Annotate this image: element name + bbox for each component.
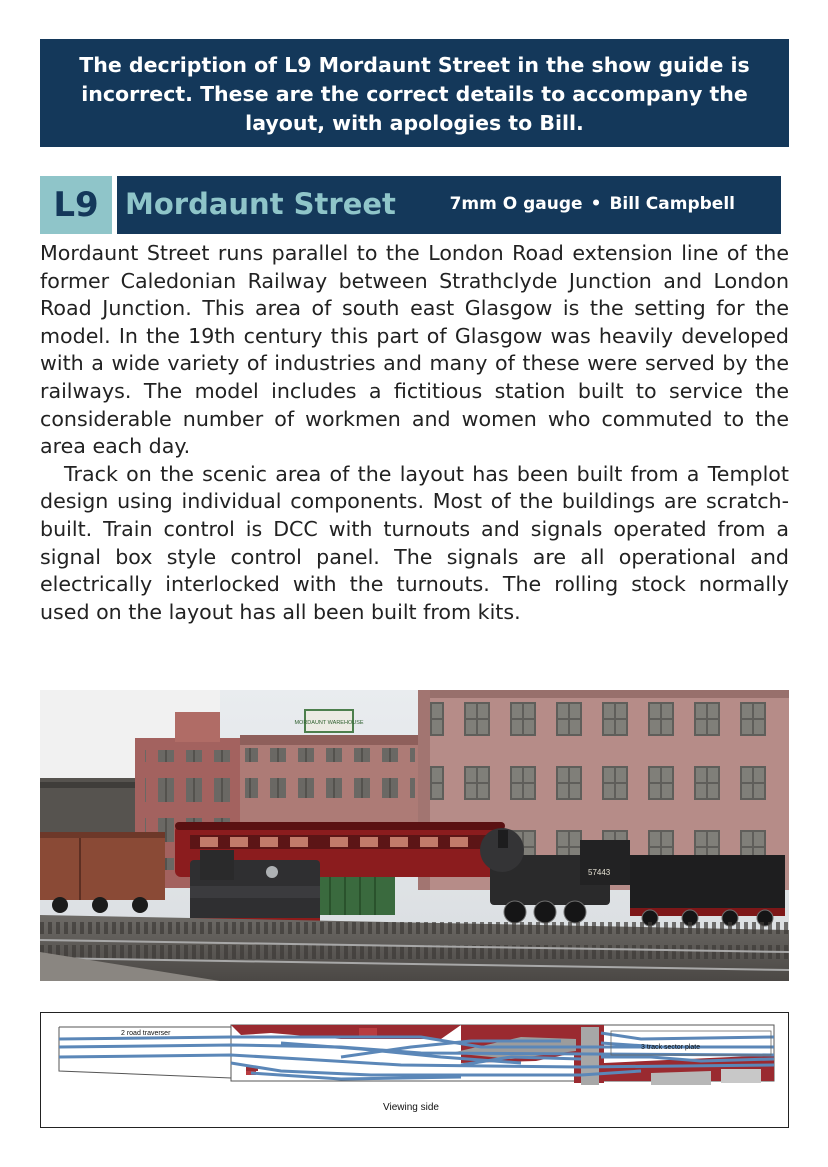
notice-text: The decription of L9 Mordaunt Street in the show guide is incorrect. These are the correct details to accompany the layout, with apologies to Bill. <box>79 53 750 135</box>
layout-title: Mordaunt Street <box>125 187 396 221</box>
layout-gauge: 7mm O gauge <box>449 194 583 214</box>
layout-description <box>40 240 789 626</box>
track-plan <box>40 1012 789 1128</box>
layout-code: L9 <box>53 185 99 225</box>
layout-photo-illustration <box>40 690 789 981</box>
traverser-label: 2 road traverser <box>121 1030 171 1037</box>
layout-builder: Bill Campbell <box>609 194 735 214</box>
viewing-side-label: Viewing side <box>383 1102 439 1113</box>
meta-separator: • <box>590 194 602 214</box>
warehouse-sign: MORDAUNT WAREHOUSE <box>294 720 364 726</box>
layout-code-badge <box>40 176 112 234</box>
layout-meta <box>450 176 735 232</box>
correction-notice <box>40 39 789 147</box>
layout-photo <box>40 690 789 981</box>
description-paragraph-1: Mordaunt Street runs parallel to the London Road extension line of the former Caledonian Railway between Strathclyde Junction and London Road Junction. This area of south east Glasgow is the setting for the model. In the 19th century this part of Glasgow was heavily developed with a wide variety of industries and many of these were served by the railways. The model includes a fictitious station built to service the considerable number of workmen and women who commuted to the area each day. <box>40 241 789 459</box>
description-paragraph-2: Track on the scenic area of the layout has been built from a Templot design using individual components. Most of the buildings are scratch-built. Train control is DCC with turnouts and signals operated from a signal box style control panel. The signals are all operational and electrically interlocked with the turnouts. The rolling stock normally used on the layout has all been built from kits. <box>40 461 789 624</box>
sector-plate-label: 3 track sector plate <box>641 1044 701 1051</box>
track-plan-diagram <box>41 1013 788 1127</box>
loco-number: 57443 <box>588 868 611 877</box>
layout-title-bar <box>117 176 781 234</box>
